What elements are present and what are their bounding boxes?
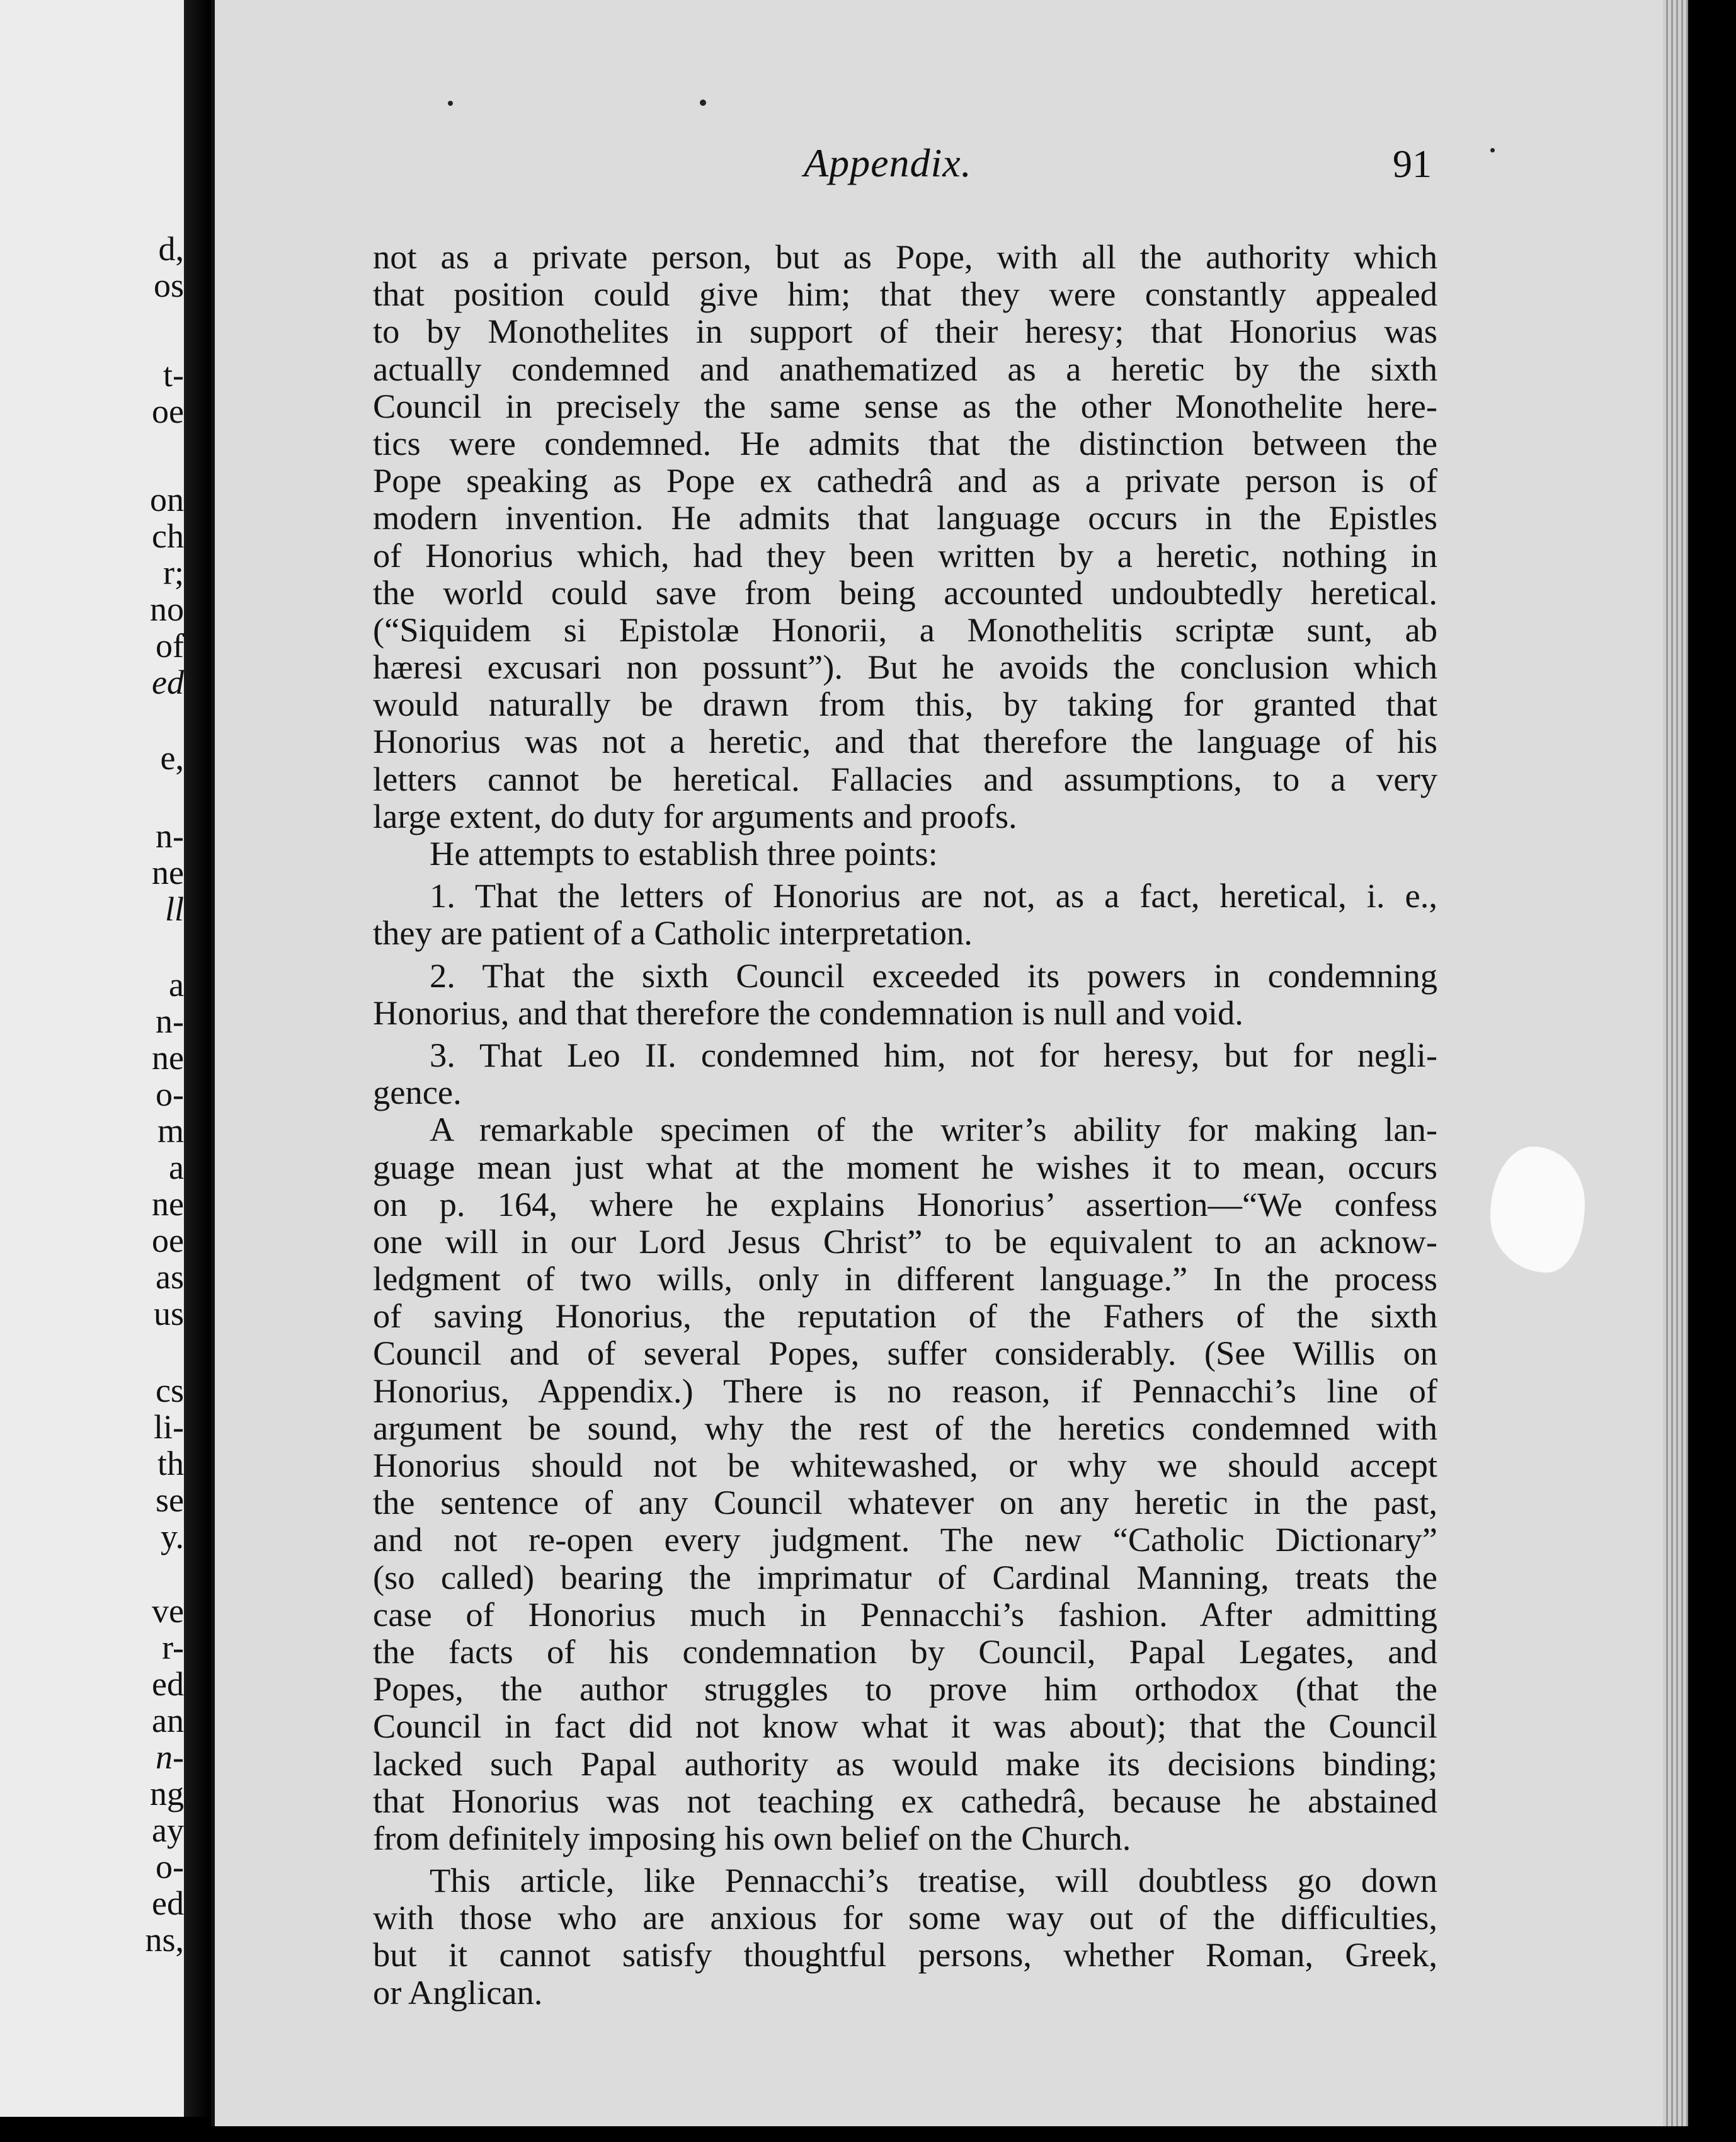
text-line: argument be sound, why the rest of the heretics condemned with <box>373 1408 1437 1447</box>
left-fragment: ns, <box>145 1921 184 1959</box>
left-fragment: an <box>152 1702 184 1739</box>
text-line: one will in our Lord Jesus Christ” to be equivalent to an acknow- <box>373 1222 1437 1261</box>
text-line: Council in fact did not know what it was about); that the Council <box>373 1707 1437 1746</box>
paper-blemish <box>1490 1147 1585 1273</box>
text-line: (so called) bearing the imprimatur of Cardinal Manning, treats the <box>373 1557 1437 1596</box>
left-fragment: r- <box>162 1629 184 1666</box>
left-fragment: ve <box>152 1592 184 1630</box>
text-line: Pope speaking as Pope ex cathedrâ and as a private person is of <box>373 461 1437 500</box>
left-fragment: as <box>156 1258 184 1296</box>
text-line: Honorius should not be whitewashed, or why we should accept <box>373 1446 1437 1484</box>
text-line: lacked such Papal authority as would make its decisions binding; <box>373 1744 1437 1783</box>
text-line: gence. <box>373 1073 462 1112</box>
scan-border <box>1688 0 1736 2142</box>
text-line: modern invention. He admits that language occurs in the Epistles <box>373 498 1437 537</box>
left-fragment: os <box>153 266 184 304</box>
text-line: Popes, the author struggles to prove him orthodox (that the <box>373 1670 1437 1709</box>
page-number: 91 <box>1393 143 1432 186</box>
list-item: 2. That the sixth Council exceeded its powers in condemning <box>430 956 1437 995</box>
text-line: to by Monothelites in support of their heresy; that Honorius was <box>373 312 1437 351</box>
text-line: would naturally be drawn from this, by taking for granted that <box>373 685 1437 724</box>
left-fragment: e, <box>160 739 184 777</box>
text-line: of saving Honorius, the reputation of the Fathers of the sixth <box>373 1297 1437 1336</box>
text-line: He attempts to establish three points: <box>430 834 938 873</box>
text-line: not as a private person, but as Pope, with all the authority which <box>373 238 1437 276</box>
text-line: Honorius was not a heretic, and that therefore the language of his <box>373 722 1437 761</box>
left-fragment: ay <box>152 1811 184 1849</box>
left-fragment: th <box>157 1445 184 1482</box>
left-fragment: ed <box>152 663 184 701</box>
text-line: that position could give him; that they were constantly appealed <box>373 275 1437 314</box>
running-title: Appendix. <box>804 140 972 185</box>
text-line: from definitely imposing his own belief on the Church. <box>373 1818 1131 1857</box>
left-fragment: y. <box>161 1518 184 1555</box>
left-fragment: m <box>157 1112 184 1150</box>
left-fragment: of <box>156 627 184 665</box>
text-line: A remarkable specimen of the writer’s ability for making lan- <box>430 1110 1437 1149</box>
text-line: or Anglican. <box>373 1973 543 2012</box>
text-line: the sentence of any Council whatever on any heretic in the past, <box>373 1483 1437 1522</box>
left-fragment: ch <box>152 517 184 555</box>
left-fragment: oe <box>152 392 184 430</box>
print-speck <box>448 101 453 106</box>
text-line: Honorius, and that therefore the condemnation is null and void. <box>373 993 1243 1032</box>
list-item: 1. That the letters of Honorius are not, as a fact, heretical, i. e., <box>430 876 1437 915</box>
left-fragment: ed <box>152 1665 184 1703</box>
list-item: 3. That Leo II. condemned him, not for heresy, but for negli- <box>430 1035 1437 1074</box>
left-fragment: o- <box>156 1848 184 1886</box>
text-line: ledgment of two wills, only in different language.” In the process <box>373 1259 1437 1298</box>
text-line: and not re-open every judgment. The new “Catholic Dictionary” <box>373 1520 1437 1559</box>
left-fragment: oe <box>152 1222 184 1259</box>
text-line: guage mean just what at the moment he wishes it to mean, occurs <box>373 1147 1437 1186</box>
book-gutter <box>184 0 209 2117</box>
left-fragment: ll <box>164 890 184 928</box>
left-facing-page <box>0 0 189 2117</box>
left-fragment: n- <box>156 817 184 855</box>
text-line: with those who are anxious for some way out of the difficulties, <box>373 1898 1437 1937</box>
left-fragment: t- <box>163 356 184 394</box>
left-fragment: li- <box>154 1408 184 1446</box>
left-fragment: ed <box>152 1884 184 1922</box>
text-line: of Honorius which, had they been written by a heretic, nothing in <box>373 536 1437 575</box>
print-speck <box>700 100 706 106</box>
left-fragment: on <box>150 481 184 518</box>
body-text <box>373 238 1437 2011</box>
text-line: but it cannot satisfy thoughtful persons, whether Roman, Greek, <box>373 1935 1437 1974</box>
left-fragment: n- <box>156 1738 184 1776</box>
text-line: that Honorius was not teaching ex cathedrâ, because he abstained <box>373 1781 1437 1820</box>
page-edge-stack <box>1663 0 1688 2126</box>
page-header <box>215 140 1686 197</box>
text-line: letters cannot be heretical. Fallacies and assumptions, to a very <box>373 759 1437 798</box>
left-fragment: ng <box>150 1775 184 1813</box>
left-fragment: ne <box>152 854 184 891</box>
book-page <box>211 0 1686 2126</box>
left-fragment: a <box>169 966 184 1004</box>
left-fragment: no <box>150 590 184 628</box>
text-line: the facts of his condemnation by Council, Papal Legates, and <box>373 1632 1437 1671</box>
left-fragment: se <box>156 1481 184 1519</box>
left-fragment: ne <box>152 1185 184 1223</box>
text-line: tics were condemned. He admits that the distinction between the <box>373 423 1437 462</box>
text-line: they are patient of a Catholic interpretation. <box>373 914 973 953</box>
text-line: the world could save from being accounted undoubtedly heretical. <box>373 573 1437 612</box>
text-line: Council and of several Popes, suffer considerably. (See Willis on <box>373 1334 1437 1373</box>
left-fragment: d, <box>158 230 184 268</box>
left-fragment: o- <box>156 1075 184 1113</box>
left-fragment: cs <box>156 1372 184 1409</box>
text-line: Honorius, Appendix.) There is no reason, if Pennacchi’s line of <box>373 1371 1437 1410</box>
left-fragment: n- <box>156 1002 184 1040</box>
text-line: actually condemned and anathematized as a heretic by the sixth <box>373 349 1437 388</box>
left-fragment: us <box>153 1295 184 1332</box>
text-line: (“Siquidem si Epistolæ Honorii, a Monothelitis scriptæ sunt, ab <box>373 610 1437 649</box>
text-line: large extent, do duty for arguments and proofs. <box>373 796 1017 835</box>
text-line: case of Honorius much in Pennacchi’s fashion. After admitting <box>373 1595 1437 1634</box>
left-fragment: r; <box>163 554 184 592</box>
text-line: on p. 164, where he explains Honorius’ assertion—“We confess <box>373 1184 1437 1223</box>
left-fragment: ne <box>152 1039 184 1077</box>
text-line: This article, like Pennacchi’s treatise, will doubtless go down <box>430 1861 1437 1900</box>
text-line: Council in precisely the same sense as the other Monothelite here- <box>373 386 1437 425</box>
text-line: hæresi excusari non possunt”). But he avoids the conclusion which <box>373 648 1437 687</box>
left-fragment: a <box>169 1148 184 1186</box>
